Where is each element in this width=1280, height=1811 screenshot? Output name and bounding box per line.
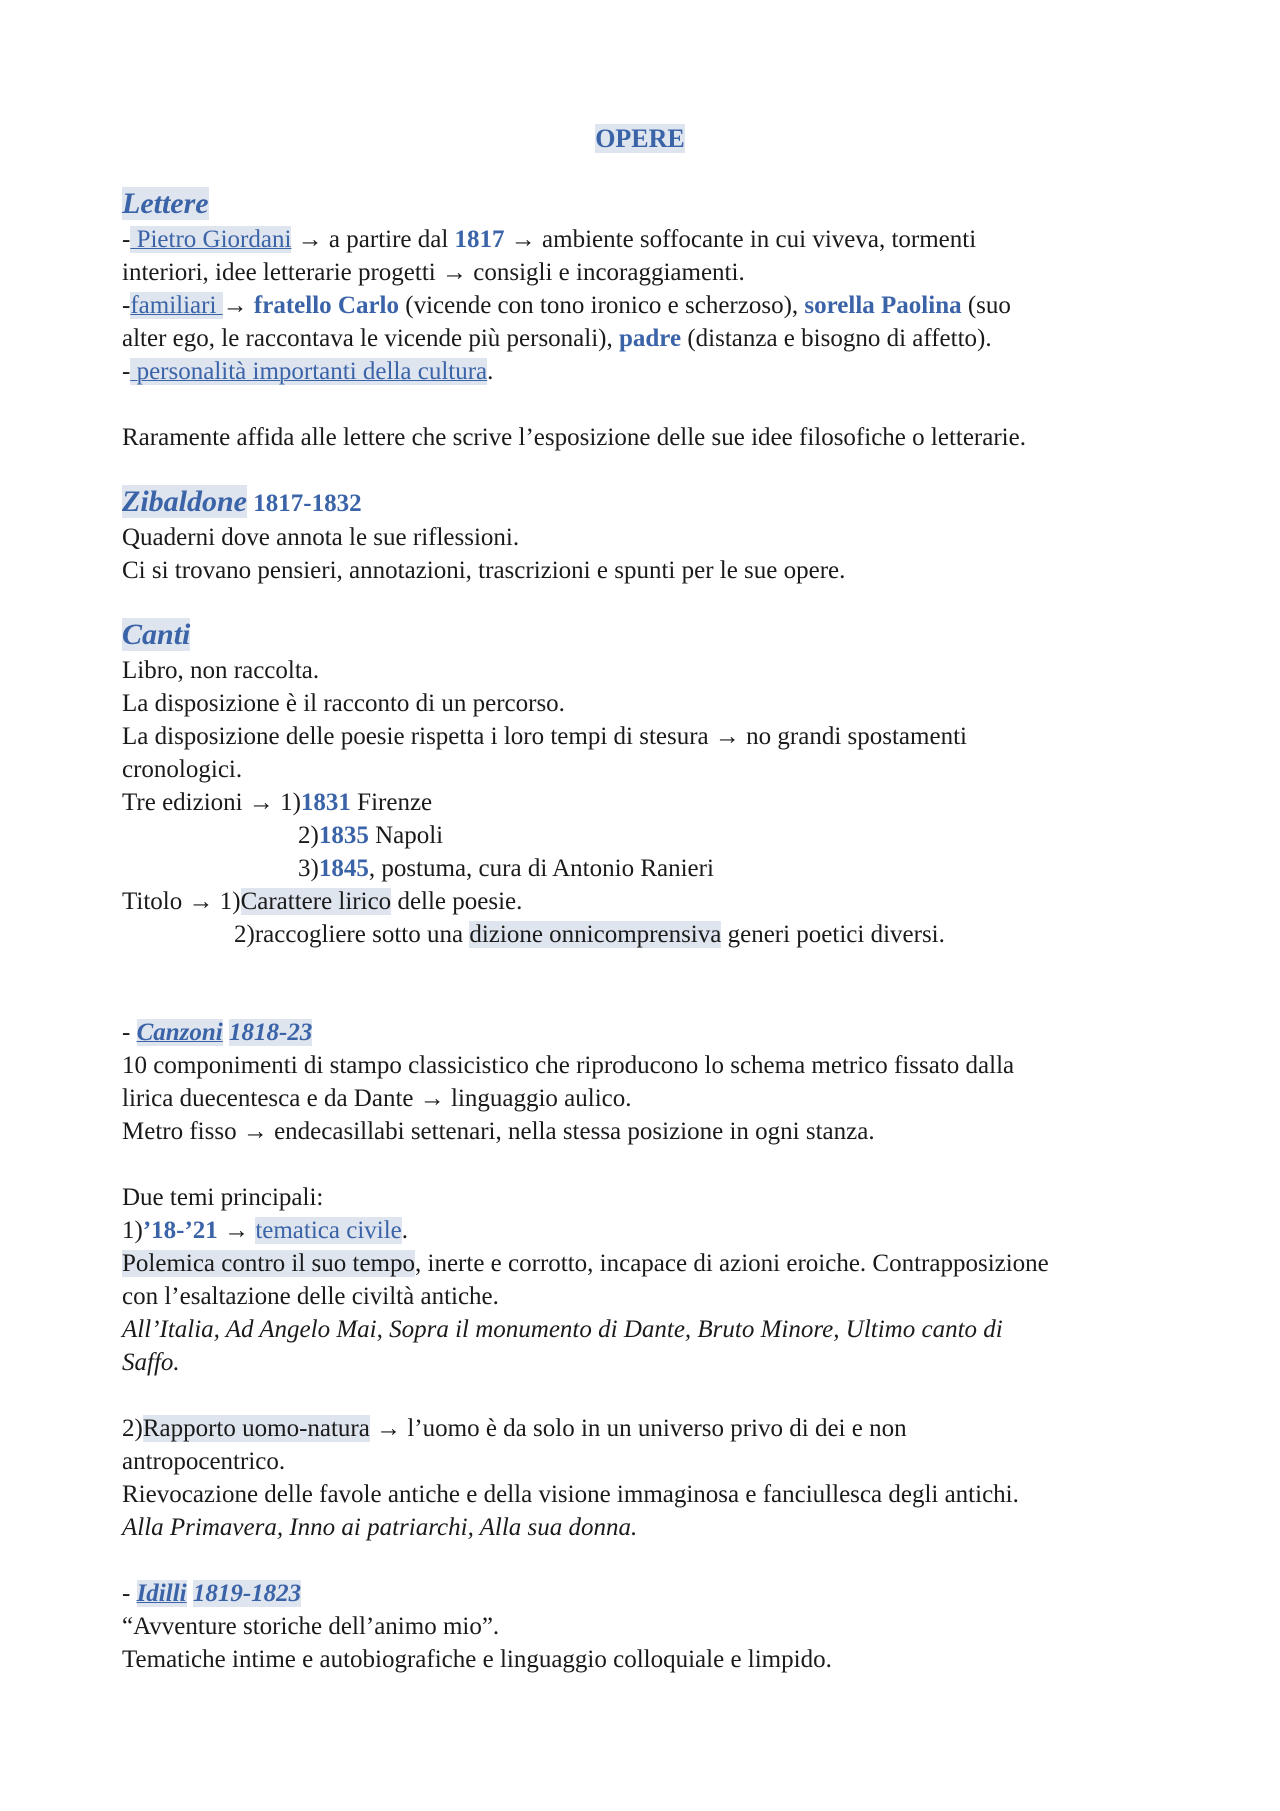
highlight-dizione-onnicomprensiva: dizione onnicomprensiva bbox=[469, 921, 722, 948]
zibaldone-line-1: Quaderni dove annota le sue riflessioni. bbox=[122, 524, 520, 551]
text: (suo bbox=[961, 292, 1011, 319]
text: alter ego, le raccontava le vicende più personali), bbox=[122, 325, 619, 352]
canzoni-polemica-line bbox=[122, 1248, 1049, 1280]
canzoni-heading: Canzoni bbox=[136, 1019, 223, 1046]
text: → ambiente soffocante in cui viveva, tormenti bbox=[504, 226, 977, 253]
edition-year: 1831 bbox=[300, 789, 351, 816]
edition-place: Napoli bbox=[368, 822, 444, 849]
dash: - bbox=[122, 1019, 137, 1046]
text: 2)raccogliere sotto una bbox=[234, 921, 470, 948]
link-personalita-cultura[interactable]: personalità importanti della cultura bbox=[130, 358, 488, 385]
lettere-line-1 bbox=[122, 224, 976, 256]
edition-number: 1) bbox=[280, 789, 301, 816]
edition-place: Firenze bbox=[350, 789, 433, 816]
text: , inerte e corrotto, incapace di azioni eroiche. Contrapposizione bbox=[415, 1250, 1049, 1277]
canzoni-line-4: Due temi principali: bbox=[122, 1184, 324, 1211]
edition-year: 1845 bbox=[318, 855, 369, 882]
page-title bbox=[0, 122, 1280, 156]
dash: - bbox=[122, 292, 131, 319]
link-pietro-giordani[interactable]: Pietro Giordani bbox=[130, 226, 292, 253]
canzoni-theme-2 bbox=[122, 1413, 907, 1445]
title-label: Titolo → bbox=[122, 888, 220, 915]
zibaldone-years: 1817-1832 bbox=[247, 490, 362, 517]
canti-editions-line-2 bbox=[298, 820, 443, 852]
edition-place: , postuma, cura di Antonio Ranieri bbox=[368, 855, 714, 882]
canti-line-3: La disposizione delle poesie rispetta i loro tempi di stesura → no grandi spostamenti bbox=[122, 723, 967, 750]
text: → a partire dal bbox=[291, 226, 455, 253]
link-familiari[interactable]: familiari bbox=[130, 292, 223, 319]
canzoni-p3: All’Italia, Ad Angelo Mai, Sopra il monumento di Dante, Bruto Minore, Ultimo canto di bbox=[122, 1316, 1003, 1343]
zibaldone-heading: Zibaldone bbox=[122, 485, 247, 518]
lettere-line-6: Raramente affida alle lettere che scrive l’esposizione delle sue idee filosofiche o letterarie. bbox=[122, 424, 1026, 451]
canzoni-heading-line bbox=[122, 1017, 312, 1049]
padre: padre bbox=[619, 325, 682, 352]
canti-line-4: cronologici. bbox=[122, 756, 243, 783]
lettere-line-4 bbox=[122, 323, 992, 355]
text: → bbox=[222, 292, 254, 319]
canzoni-q3: Alla Primavera, Inno ai patriarchi, Alla sua donna. bbox=[122, 1514, 638, 1541]
text: generi poetici diversi. bbox=[721, 921, 945, 948]
canzoni-p2: con l’esaltazione delle civiltà antiche. bbox=[122, 1283, 499, 1310]
idilli-heading-line bbox=[122, 1578, 301, 1610]
edition-number: 3) bbox=[298, 855, 319, 882]
year: 1817 bbox=[454, 226, 505, 253]
idilli-line-2: Tematiche intime e autobiografiche e linguaggio colloquiale e limpido. bbox=[122, 1646, 832, 1673]
text: → bbox=[217, 1217, 256, 1244]
lettere-line-2: interiori, idee letterarie progetti → consigli e incoraggiamenti. bbox=[122, 259, 745, 286]
theme-number: 2) bbox=[122, 1415, 143, 1442]
text: . bbox=[487, 358, 494, 385]
highlight-tematica-civile: tematica civile bbox=[255, 1217, 402, 1244]
canzoni-line-2: lirica duecentesca e da Dante → linguaggio aulico. bbox=[122, 1085, 632, 1112]
canzoni-years: 1818-23 bbox=[229, 1019, 313, 1046]
editions-label: Tre edizioni → bbox=[122, 789, 281, 816]
canti-editions-line-1 bbox=[122, 787, 432, 819]
edition-number: 2) bbox=[298, 822, 319, 849]
lettere-heading-line bbox=[122, 188, 209, 222]
dash: - bbox=[122, 226, 131, 253]
canzoni-theme-1 bbox=[122, 1215, 408, 1247]
highlight-carattere-lirico: Carattere lirico bbox=[240, 888, 392, 915]
highlight-polemica: Polemica contro il suo tempo bbox=[122, 1250, 416, 1277]
dash: - bbox=[122, 358, 131, 385]
theme-years: ’18-’21 bbox=[142, 1217, 218, 1244]
idilli-heading: Idilli bbox=[136, 1580, 187, 1607]
zibaldone-line-2: Ci si trovano pensieri, annotazioni, trascrizioni e spunti per le sue opere. bbox=[122, 557, 846, 584]
zibaldone-heading-line bbox=[122, 486, 362, 520]
text: delle poesie. bbox=[391, 888, 523, 915]
highlight-rapporto-uomo-natura: Rapporto uomo-natura bbox=[142, 1415, 370, 1442]
fratello-carlo: fratello Carlo bbox=[253, 292, 399, 319]
canti-title-line-2 bbox=[234, 919, 945, 951]
canzoni-q1: antropocentrico. bbox=[122, 1448, 286, 1475]
theme-number: 1) bbox=[122, 1217, 143, 1244]
canzoni-line-3: Metro fisso → endecasillabi settenari, nella stessa posizione in ogni stanza. bbox=[122, 1118, 875, 1145]
idilli-line-1: “Avventure storiche dell’animo mio”. bbox=[122, 1613, 500, 1640]
canti-line-2: La disposizione è il racconto di un percorso. bbox=[122, 690, 565, 717]
idilli-years: 1819-1823 bbox=[192, 1580, 302, 1607]
text: (distanza e bisogno di affetto). bbox=[681, 325, 992, 352]
canti-heading: Canti bbox=[122, 618, 191, 651]
dash: - bbox=[122, 1580, 137, 1607]
title-text: OPERE bbox=[595, 124, 685, 153]
sorella-paolina: sorella Paolina bbox=[804, 292, 962, 319]
text: . bbox=[401, 1217, 409, 1244]
canzoni-q2: Rievocazione delle favole antiche e della visione immaginosa e fanciullesca degli antichi. bbox=[122, 1481, 1019, 1508]
lettere-line-5 bbox=[122, 356, 493, 388]
canzoni-line-1: 10 componimenti di stampo classicistico che riproducono lo schema metrico fissato dalla bbox=[122, 1052, 1015, 1079]
canti-line-1: Libro, non raccolta. bbox=[122, 657, 320, 684]
text: (vicende con tono ironico e scherzoso), bbox=[399, 292, 805, 319]
text: → l’uomo è da solo in un universo privo di dei e non bbox=[369, 1415, 907, 1442]
lettere-heading: Lettere bbox=[122, 187, 209, 220]
edition-year: 1835 bbox=[318, 822, 369, 849]
lettere-line-3 bbox=[122, 290, 1011, 322]
canzoni-p4: Saffo. bbox=[122, 1349, 180, 1376]
canti-heading-line bbox=[122, 619, 190, 653]
canti-editions-line-3 bbox=[298, 853, 714, 885]
title-number: 1) bbox=[219, 888, 241, 915]
canti-title-line-1 bbox=[122, 886, 522, 918]
